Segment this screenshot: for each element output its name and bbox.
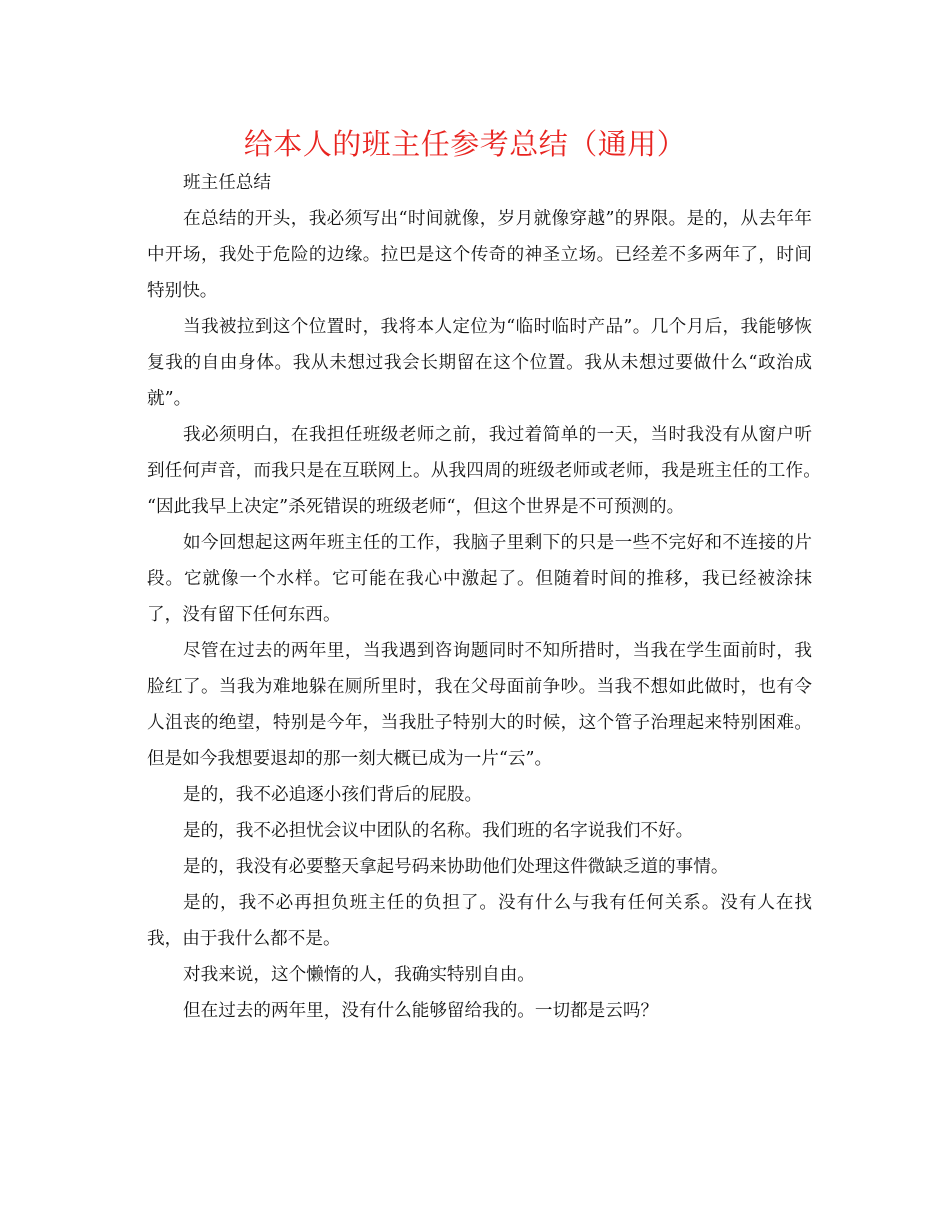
paragraph: 是的，我不必追逐小孩们背后的屁股。 <box>183 785 483 805</box>
paragraph: 是的，我不必担忧会议中团队的名称。我们班的名字说我们不好。 <box>183 821 694 841</box>
paragraph: 如今回想起这两年班主任的工作，我脑子里剩下的只是一些不完好和不连接的片段。它就像一个水样。它可能在我心中激起了。但随着时间的推移，我已经被涂抹了，没有留下任何东西。 <box>147 533 812 625</box>
paragraph: 但在过去的两年里，没有什么能够留给我的。一切都是云吗？ <box>183 1001 659 1021</box>
paragraph: 我必须明白，在我担任班级老师之前，我过着简单的一天，当时我没有从窗户听到任何声音，而我只是在互联网上。从我四周的班级老师或老师，我是班主任的工作。 “因此我早上决定”杀死错误的班级老师“，但这个世界是不可预测的。 <box>147 425 830 517</box>
paragraph: 尽管在过去的两年里，当我遇到咨询题同时不知所措时，当我在学生面前时，我脸红了。当我为难地躲在厕所里时，我在父母面前争吵。当我不想如此做时，也有令人沮丧的绝望，特别是今年，当我肚子特别大的时候，这个管子治理起来特别困难。但是如今我想要退却的那一刻大概已成为一片“云”。 <box>147 641 812 769</box>
paragraph: 是的，我没有必要整天拿起号码来协助他们处理这件微缺乏道的事情。 <box>183 857 729 877</box>
paragraph-subtitle: 班主任总结 <box>183 173 271 193</box>
document-title: 给本人的班主任参考总结（通用） <box>243 127 687 161</box>
document-body <box>147 165 830 1029</box>
paragraph: 对我来说，这个懒惰的人，我确实特别自由。 <box>183 965 535 985</box>
paragraph: 在总结的开头，我必须写出“时间就像，岁月就像穿越”的界限。是的，从去年年中开场，我处于危险的边缘。拉巴是这个传奇的神圣立场。已经差不多两年了，时间特别快。 <box>147 209 812 301</box>
paragraph: 是的，我不必再担负班主任的负担了。没有什么与我有任何关系。没有人在找我，由于我什么都不是。 <box>147 893 812 949</box>
paragraph: 当我被拉到这个位置时，我将本人定位为“临时临时产品”。几个月后，我能够恢复我的自由身体。我从未想过我会长期留在这个位置。我从未想过要做什么“政治成就”。 <box>147 317 812 409</box>
